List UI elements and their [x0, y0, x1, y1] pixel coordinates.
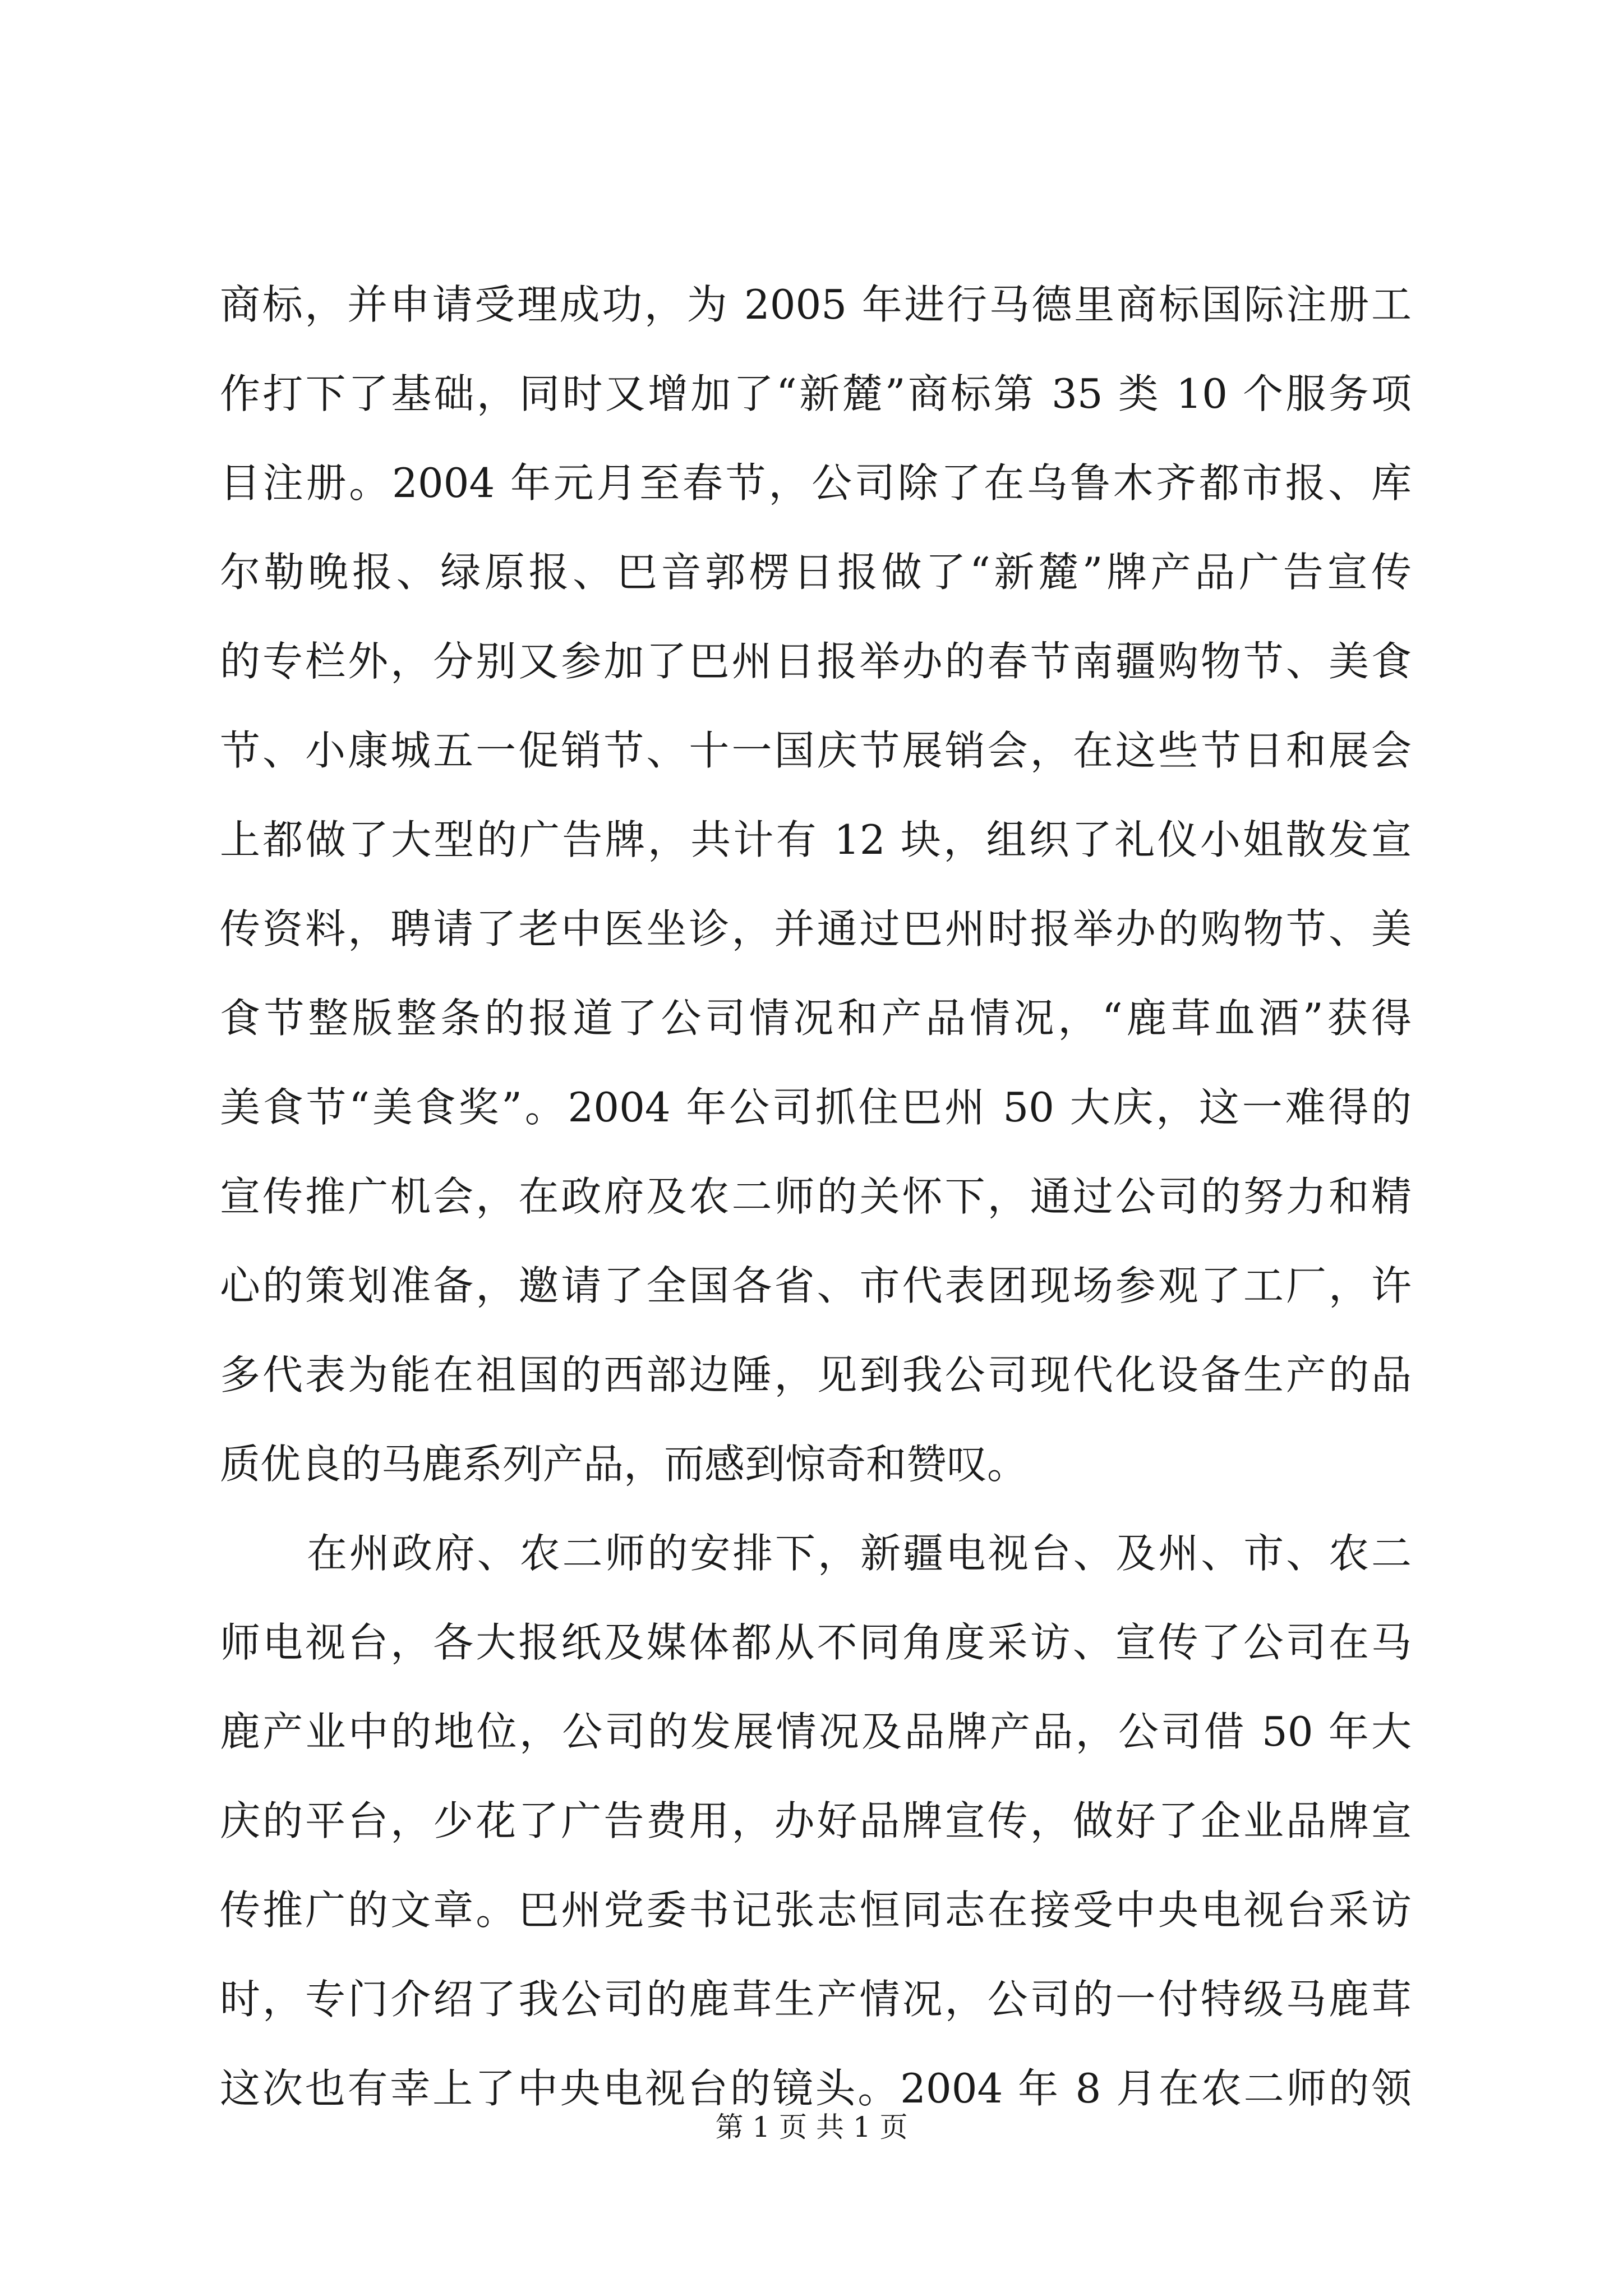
text-line: 庆的平台，少花了广告费用，办好品牌宣传，做好了企业品牌宣	[220, 1797, 1412, 1844]
page-footer	[0, 2110, 1623, 2144]
page-number-label: 第 1 页 共 1 页	[715, 2111, 908, 2143]
text-line: 在州政府、农二师的安排下，新疆电视台、及州、市、农二	[307, 1530, 1412, 1577]
text-line: 师电视台，各大报纸及媒体都从不同角度采访、宣传了公司在马	[220, 1619, 1412, 1666]
text-line: 时，专门介绍了我公司的鹿茸生产情况，公司的一付特级马鹿茸	[220, 1976, 1412, 2023]
text-line: 的专栏外，分别又参加了巴州日报举办的春节南疆购物节、美食	[220, 638, 1412, 685]
body-text	[220, 260, 1412, 2133]
text-line: 这次也有幸上了中央电视台的镜头。2004 年 8 月在农二师的领	[220, 2065, 1412, 2112]
text-line: 尔勒晚报、绿原报、巴音郭楞日报做了“新麓”牌产品广告宣传	[220, 549, 1412, 596]
text-line: 宣传推广机会，在政府及农二师的关怀下，通过公司的努力和精	[220, 1173, 1412, 1220]
text-line: 上都做了大型的广告牌，共计有 12 块，组织了礼仪小姐散发宣	[220, 816, 1412, 863]
text-line: 多代表为能在祖国的西部边陲，见到我公司现代化设备生产的品	[220, 1351, 1412, 1398]
text-line: 作打下了基础，同时又增加了“新麓”商标第 35 类 10 个服务项	[220, 370, 1412, 417]
text-line: 心的策划准备，邀请了全国各省、市代表团现场参观了工厂，许	[220, 1262, 1412, 1309]
text-line: 商标，并申请受理成功，为 2005 年进行马德里商标国际注册工	[220, 281, 1412, 328]
text-line: 美食节“美食奖”。2004 年公司抓住巴州 50 大庆，这一难得的	[220, 1084, 1412, 1131]
text-line: 传推广的文章。巴州党委书记张志恒同志在接受中央电视台采访	[220, 1887, 1412, 1934]
text-line: 传资料，聘请了老中医坐诊，并通过巴州时报举办的购物节、美	[220, 905, 1412, 953]
text-line: 节、小康城五一促销节、十一国庆节展销会，在这些节日和展会	[220, 727, 1412, 774]
text-line: 质优良的马鹿系列产品，而感到惊奇和赞叹。	[220, 1441, 1028, 1488]
text-line: 目注册。2004 年元月至春节，公司除了在乌鲁木齐都市报、库	[220, 459, 1412, 507]
text-line: 鹿产业中的地位，公司的发展情况及品牌产品，公司借 50 年大	[220, 1708, 1412, 1755]
text-line: 食节整版整条的报道了公司情况和产品情况，“鹿茸血酒”获得	[220, 995, 1412, 1042]
